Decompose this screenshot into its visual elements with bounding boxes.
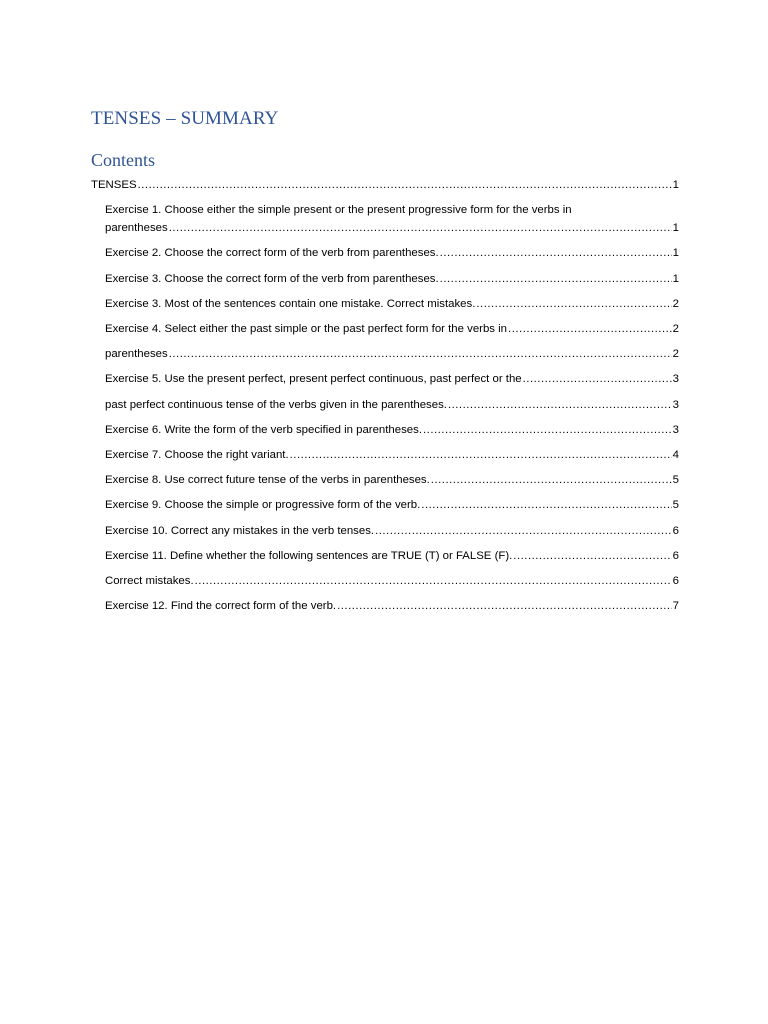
toc-entry-exercise-3b[interactable] — [105, 296, 679, 312]
toc-entry-text: Exercise 3. Most of the sentences contain one mistake. Correct mistakes. — [105, 298, 476, 310]
toc-page-number: 6 — [672, 525, 679, 537]
toc-leader-dots — [375, 523, 672, 539]
toc-page-number: 3 — [672, 373, 679, 385]
toc-entry-text: Exercise 1. Choose either the simple present or the present progressive form for the verbs in — [105, 204, 572, 216]
toc-leader-dots — [508, 321, 672, 337]
toc-leader-dots — [513, 548, 671, 564]
toc-entry-text: Exercise 11. Define whether the following sentences are TRUE (T) or FALSE (F). — [105, 550, 513, 562]
toc-leader-dots — [290, 447, 672, 463]
toc-entry-text: Exercise 2. Choose the correct form of the verb from parentheses. — [105, 247, 439, 259]
toc-page-number: 1 — [672, 273, 679, 285]
toc-leader-dots — [440, 271, 672, 287]
toc-entry-exercise-1-line1[interactable] — [105, 202, 572, 218]
toc-entry-parentheses[interactable] — [105, 346, 679, 362]
toc-entry-text: Exercise 8. Use correct future tense of the verbs in parentheses. — [105, 474, 430, 486]
toc-entry-text: Exercise 3. Choose the correct form of the verb from parentheses. — [105, 273, 439, 285]
toc-entry-exercise-5[interactable] — [105, 371, 679, 387]
toc-entry-exercise-9[interactable] — [105, 497, 679, 513]
contents-heading: Contents — [91, 150, 156, 170]
toc-leader-dots — [138, 177, 672, 193]
toc-entry-exercise-10[interactable] — [105, 523, 679, 539]
toc-entry-exercise-7[interactable] — [105, 447, 679, 463]
toc-leader-dots — [421, 497, 671, 513]
toc-page-number: 1 — [672, 179, 679, 191]
toc-leader-dots — [476, 296, 671, 312]
toc-entry-text: Exercise 6. Write the form of the verb specified in parentheses. — [105, 424, 422, 436]
toc-entry-text: Exercise 10. Correct any mistakes in the verb tenses. — [105, 525, 375, 537]
toc-page-number: 1 — [672, 247, 679, 259]
toc-entry-exercise-8[interactable] — [105, 472, 679, 488]
toc-entry-exercise-6[interactable] — [105, 422, 679, 438]
toc-page-number: 1 — [672, 222, 679, 234]
toc-entry-text: Exercise 9. Choose the simple or progressive form of the verb. — [105, 499, 421, 511]
toc-page-number: 2 — [672, 298, 679, 310]
toc-entry-exercise-3a[interactable] — [105, 271, 679, 287]
toc-page-number: 2 — [672, 323, 679, 335]
toc-leader-dots — [523, 371, 672, 387]
toc-page-number: 6 — [672, 550, 679, 562]
toc-leader-dots — [423, 422, 672, 438]
toc-entry-exercise-1-line2[interactable] — [105, 220, 679, 236]
toc-entry-past-perfect-continuous[interactable] — [105, 397, 679, 413]
document-title: TENSES – SUMMARY — [91, 108, 279, 129]
toc-leader-dots — [195, 573, 672, 589]
toc-page-number: 5 — [672, 499, 679, 511]
toc-entry-exercise-11[interactable] — [105, 548, 679, 564]
toc-page-number: 3 — [672, 424, 679, 436]
toc-leader-dots — [169, 220, 672, 236]
toc-page-number: 2 — [672, 348, 679, 360]
toc-entry-text: parentheses — [105, 348, 168, 360]
toc-entry-text: Exercise 12. Find the correct form of the verb. — [105, 600, 337, 612]
toc-page-number: 4 — [672, 449, 679, 461]
toc-entry-exercise-12[interactable] — [105, 598, 679, 614]
toc-entry-text: Exercise 5. Use the present perfect, present perfect continuous, past perfect or the — [105, 373, 522, 385]
toc-page-number: 6 — [672, 575, 679, 587]
toc-page-number: 5 — [672, 474, 679, 486]
toc-entry-text: past perfect continuous tense of the verbs given in the parentheses. — [105, 399, 447, 411]
toc-entry-exercise-2[interactable] — [105, 245, 679, 261]
toc-entry-text: Exercise 7. Choose the right variant. — [105, 449, 289, 461]
toc-entry-text: TENSES — [91, 179, 137, 191]
toc-page-number: 3 — [672, 399, 679, 411]
toc-leader-dots — [431, 472, 672, 488]
toc-entry-tenses[interactable] — [91, 177, 679, 193]
toc-page-number: 7 — [672, 600, 679, 612]
toc-leader-dots — [169, 346, 672, 362]
toc-entry-text: parentheses — [105, 222, 168, 234]
toc-entry-correct-mistakes[interactable] — [105, 573, 679, 589]
toc-leader-dots — [337, 598, 672, 614]
toc-entry-text: Exercise 4. Select either the past simple or the past perfect form for the verbs in — [105, 323, 508, 335]
toc-leader-dots — [448, 397, 672, 413]
toc-leader-dots — [440, 245, 672, 261]
toc-entry-text: Correct mistakes. — [105, 575, 194, 587]
toc-entry-exercise-4[interactable] — [105, 321, 679, 337]
